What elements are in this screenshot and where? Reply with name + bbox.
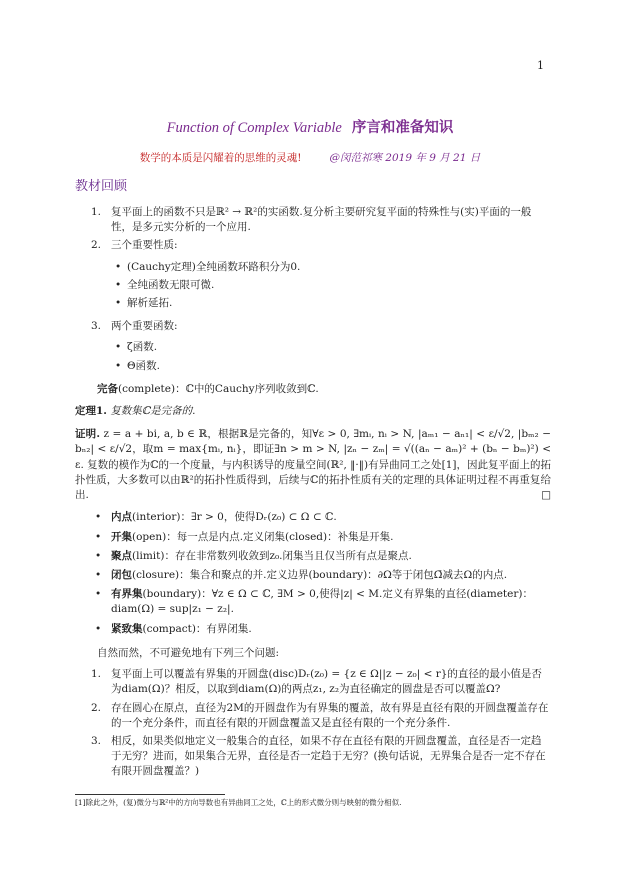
question-item-1 — [75, 667, 551, 697]
bullet-icon: • — [115, 260, 122, 273]
bullet-icon: • — [115, 359, 122, 372]
property-item: • 全纯函数无限可微. — [75, 278, 551, 293]
proof-label: 证明. — [75, 428, 100, 441]
question-item-3 — [75, 734, 551, 780]
motto: 数学的本质是闪耀着的思维的灵魂! — [139, 152, 302, 164]
properties-list — [75, 260, 551, 312]
property-item: • 解析延拓. — [75, 296, 551, 311]
item-text: 复平面上的函数不只是ℝ² → ℝ²的实函数.复分析主要研究复平面的特殊性与(实)平面的一般性，是多元实分析的一个应用. — [111, 205, 532, 234]
item-number: 2. — [91, 239, 102, 252]
definition-text: (complete)：ℂ中的Cauchy序列收敛到ℂ. — [118, 382, 319, 395]
definition-item: • 闭包(closure)：集合和聚点的并.定义边界(boundary)：∂Ω等于闭包Ω̄减去Ω的内点. — [75, 568, 551, 583]
bullet-icon: • — [95, 622, 102, 635]
property-item: • (Cauchy定理)全纯函数环路积分为0. — [75, 260, 551, 275]
definition-item: • 聚点(limit)：存在非常数列收敛到z₀.闭集当且仅当所有点是聚点. — [75, 549, 551, 564]
bullet-icon: • — [115, 278, 122, 291]
item-number: 1. — [91, 205, 102, 218]
item-text: 三个重要性质: — [111, 239, 178, 252]
bullet-icon: • — [95, 588, 102, 601]
definition-item: • 紧致集(compact)：有界闭集. — [75, 622, 551, 637]
main-content — [75, 178, 551, 783]
definitions-list — [75, 510, 551, 637]
proof — [75, 427, 551, 503]
bullet-icon: • — [95, 511, 102, 524]
proof-text: z = a + bi, a, b ∈ ℝ，根据ℝ是完备的，知∀ε > 0, ∃mᵢ, nᵢ > N, |aₘ₁ − aₙ₁| < ε/√2, |bₘ₂ − bₙ₂| < ε/√2，取m = max{mᵢ, nᵢ}，即证∃n > m > N, |zₙ − zₘ| = √((aₙ − aₘ)² + (bₙ − bₘ)²) < ε. 复数的模作为ℂ的一个度量，与内积诱导的度量空间(ℝ², ‖·‖)有异曲同工之处[1]，因此复平面上的拓扑性质，大多数可以由ℝ²的拓扑性质得到，后续与ℂ的拓扑性质有关的定理的具体证明过程不再重复给出. — [75, 428, 552, 502]
document-title — [0, 118, 620, 139]
qed-icon: □ — [541, 489, 551, 502]
definition-item: • 内点(interior)：∃r > 0，使得Dᵣ(z₀) ⊂ Ω ⊂ ℂ. — [75, 510, 551, 525]
author-date: @闵范祁寒 2019 年 9 月 21 日 — [329, 152, 481, 164]
bullet-icon: • — [115, 341, 122, 354]
definition-item: • 有界集(boundary)：∀z ∈ Ω ⊂ ℂ, ∃M > 0,使得|z| < M.定义有界集的直径(diameter)：diam(Ω) = sup|z₁ − z₂|. — [95, 588, 533, 616]
question-item-2 — [75, 701, 551, 731]
function-item: • Θ函数. — [75, 359, 551, 374]
bullet-icon: • — [95, 530, 102, 543]
questions-intro: 自然而然，不可避免地有下列三个问题: — [97, 646, 280, 659]
review-item-3 — [75, 319, 551, 334]
term: 完备 — [97, 382, 118, 395]
item-text: 相反，如果类似地定义一般集合的直径，如果不存在直径有限的开圆盘覆盖，直径是否一定趋于无穷？进而，如果集合无界，直径是否一定趋于无穷？(换句话说，无界集合是否一定不存在有限开圆盘覆盖？) — [111, 734, 546, 778]
bullet-icon: • — [115, 296, 122, 309]
item-number: 3. — [91, 320, 102, 333]
footnote: [1]除此之外，(复)微分与ℝ²中的方向导数也有异曲同工之处，ℂ上的形式微分则与映射的微分相似. — [75, 798, 402, 807]
theorem-text: 复数集ℂ是完备的. — [110, 405, 196, 418]
review-item-1 — [75, 205, 551, 235]
item-text: 复平面上可以覆盖有界集的开圆盘(disc)Dᵣ(z₀) = {z ∈ Ω||z − z₀| < r}的直径的最小值是否为diam(Ω)？相反，以取到diam(Ω)的两点z₁, z₂为直径确定的圆盘是否可以覆盖Ω? — [111, 668, 542, 696]
subtitle — [0, 151, 620, 166]
item-number: 1. — [91, 668, 102, 681]
function-item: • ζ函数. — [75, 340, 551, 355]
item-text: 两个重要函数: — [111, 320, 178, 333]
item-text: 存在圆心在原点，直径为2M的开圆盘作为有界集的覆盖，故有界是直径有限的开圆盘覆盖存在的一个充分条件，而直径有限的开圆盘覆盖又是直径有限的一个充分条件. — [111, 701, 549, 729]
footnote-rule — [75, 794, 225, 795]
functions-list — [75, 340, 551, 373]
title-chinese: 序言和准备知识 — [351, 120, 454, 136]
bullet-icon: • — [95, 569, 102, 581]
definition-item: • 开集(open)：每一点是内点.定义闭集(closed)：补集是开集. — [75, 530, 551, 545]
bullet-icon: • — [95, 549, 102, 562]
page-number: 1 — [537, 59, 544, 72]
complete-definition — [75, 382, 551, 397]
theorem — [75, 404, 551, 419]
item-number: 2. — [91, 701, 102, 714]
section-title: 教材回顾 — [75, 179, 128, 194]
title-english: Function of Complex Variable — [166, 120, 342, 136]
review-item-2 — [75, 238, 551, 253]
theorem-label: 定理1. — [75, 405, 107, 418]
item-number: 3. — [91, 734, 102, 747]
